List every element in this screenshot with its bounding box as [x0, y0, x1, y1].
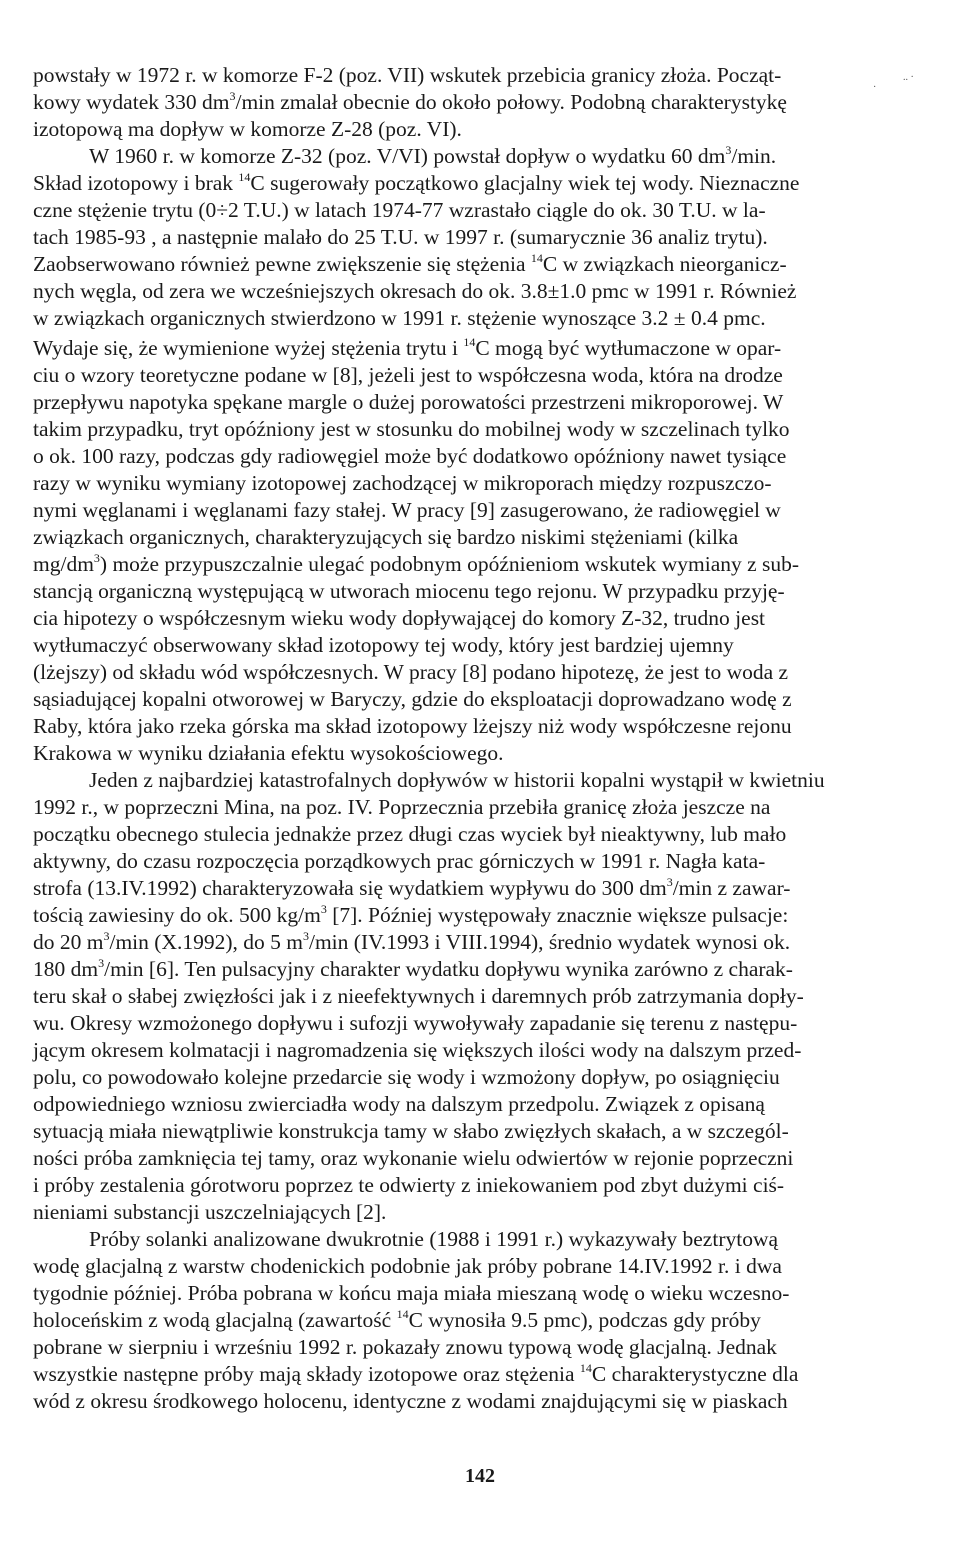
- text-line: jącym okresem kolmatacji i nagromadzenia się większych ilości wody na dalszym przed-: [33, 1038, 802, 1062]
- text-line: (lżejszy) od składu wód współczesnych. W pracy [8] podano hipotezę, że jest to woda z: [33, 660, 789, 684]
- text-line: sytuacją miała niewątpliwie konstrukcja tamy w słabo zwięzłych skałach, a w szczegól-: [33, 1119, 789, 1143]
- text-line: powstały w 1972 r. w komorze F-2 (poz. VII) wskutek przebicia granicy złoża. Począt-: [33, 63, 782, 87]
- text-line: 1992 r., w poprzeczni Mina, na poz. IV. Poprzecznia przebiła granicę złoża jeszcze na: [33, 795, 771, 819]
- text-line: takim przypadku, tryt opóźniony jest w stosunku do mobilnej wody w szczelinach tylko: [33, 417, 790, 441]
- text-line: o ok. 100 razy, podczas gdy radiowęgiel może być dodatkowo opóźniony nawet tysiące: [33, 444, 787, 468]
- text-line: tach 1985-93 , a następnie malało do 25 T.U. w 1997 r. (sumarycznie 36 analiz trytu).: [33, 225, 768, 249]
- text-line: do 20 $m^3/\min$ (X.1992), do 5 $m^3/\min$ (IV.1993 i VIII.1994), średnio wydatek wynosi ok.: [33, 929, 791, 954]
- text-line: izotopową ma dopływ w komorze Z-28 (poz. VI).: [33, 117, 462, 141]
- text-line: sąsiadującej kopalni otworowej w Baryczy, gdzie do eksploatacji doprowadzano wodę z: [33, 687, 792, 711]
- text-line: ciu o wzory teoretyczne podane w [8], jeżeli jest to współczesna woda, która na drodze: [33, 363, 783, 387]
- text-line: nych węgla, od zera we wcześniejszych okresach do ok. 3.8±1.0 pmc w 1991 r. Również: [33, 279, 797, 303]
- text-line: nymi węglanami i węglanami fazy stałej. W pracy [9] zasugerowano, że radiowęgiel w: [33, 498, 781, 522]
- text-line: wodę glacjalną z warstw chodenickich podobnie jak próby pobrane 14.IV.1992 r. i dwa: [33, 1254, 782, 1278]
- text-line: Krakowa w wyniku działania efektu wysokościowego.: [33, 741, 504, 765]
- text-line: nieniami substancji uszczelniających [2].: [33, 1200, 387, 1224]
- text-line: Raby, która jako rzeka górska ma skład izotopowy lżejszy niż wody współczesne rejonu: [33, 714, 792, 738]
- text-line: Wydaje się, że wymienione wyżej stężenia trytu i $^{14}$C mogą być wytłumaczone w opar-: [33, 335, 782, 360]
- text-line: wytłumaczyć obserwowany skład izotopowy tej wody, który jest bardziej ujemny: [33, 633, 734, 657]
- text-line: tością zawiesiny do ok. 500 $kg/m^3$ [7]. Później występowały znacznie większe pulsacje:: [33, 902, 789, 927]
- text-line: $mg/dm^3$) może przypuszczalnie ulegać podobnym opóźnieniom wskutek wymiany z sub-: [33, 551, 800, 576]
- text-line: Skład izotopowy i brak $^{14}$C sugerowały początkowo glacjalny wiek tej wody. Nieznaczne: [33, 170, 800, 195]
- text-line: cia hipotezy o współczesnym wieku wody dopływającej do komory Z-32, trudno jest: [33, 606, 766, 630]
- text-line: stancją organiczną występującą w utworach miocenu tego rejonu. W przypadku przyję-: [33, 579, 785, 603]
- text-line: strofa (13.IV.1992) charakteryzowała się wydatkiem wypływu do 300 $dm^3/\min$ z zawar-: [33, 875, 791, 900]
- text-line: 180 $dm^3/\min$ [6]. Ten pulsacyjny charakter wydatku dopływu wynika zarówno z charak-: [33, 956, 793, 981]
- text-line: W 1960 r. w komorze Z-32 (poz. V/VI) powstał dopływ o wydatku 60 $dm^3/\min$.: [89, 143, 777, 168]
- text-line: związkach organicznych, charakteryzujących się bardzo niskimi stężeniami (kilka: [33, 525, 739, 549]
- text-line: pobrane w sierpniu i wrześniu 1992 r. pokazały znowu typową wodę glacjalną. Jednak: [33, 1335, 777, 1359]
- text-line: Próby solanki analizowane dwukrotnie (1988 i 1991 r.) wykazywały beztrytową: [89, 1227, 779, 1251]
- text-line: odpowiedniego wzniosu zwierciadła wody na dalszym przedpolu. Związek z opisaną: [33, 1092, 765, 1116]
- text-line: przepływu napotyka spękane margle o dużej porowatości przestrzeni mikroporowej. W: [33, 390, 784, 414]
- text-line: kowy wydatek 330 $dm^3/\min$ zmalał obecnie do około połowy. Podobną charakterystykę: [33, 89, 787, 114]
- text-line: aktywny, do czasu rozpoczęcia porządkowych prac górniczych w 1991 r. Nagła kata-: [33, 849, 766, 873]
- text-line: polu, co powodowało kolejne przedarcie się wody i wzmożony dopływ, po osiągnięciu: [33, 1065, 780, 1089]
- text-line: razy w wyniku wymiany izotopowej zachodzącej w mikroporach między rozpuszczo-: [33, 471, 772, 495]
- text-line: wód z okresu środkowego holocenu, identyczne z wodami znajdującymi się w piaskach: [33, 1389, 788, 1413]
- text-line: w związkach organicznych stwierdzono w 1991 r. stężenie wynoszące 3.2 ± 0.4 pmc.: [33, 306, 766, 330]
- text-line: początku obecnego stulecia jednakże przez długi czas wyciek był nieaktywny, lub mało: [33, 822, 787, 846]
- scan-speck: ·: [873, 82, 877, 93]
- text-line: tygodnie później. Próba pobrana w końcu maja miała mieszaną wodę o wieku wczesno-: [33, 1281, 790, 1305]
- text-line: Jeden z najbardziej katastrofalnych dopływów w historii kopalni wystąpił w kwietniu: [89, 768, 825, 792]
- text-line: teru skał o słabej zwięzłości jak i z nieefektywnych i daremnych prób zatrzymania dopły-: [33, 984, 804, 1008]
- text-line: wszystkie następne próby mają składy izotopowe oraz stężenia $^{14}$C charakterystyczne dla: [33, 1361, 799, 1386]
- text-line: wu. Okresy wzmożonego dopływu i sufozji wywoływały zapadanie się terenu z następu-: [33, 1011, 798, 1035]
- scan-speck: .. ·: [903, 72, 914, 83]
- text-line: holoceńskim z wodą glacjalną (zawartość $^{14}$C wynosiła 9.5 pmc), podczas gdy próby: [33, 1307, 761, 1332]
- text-line: Zaobserwowano również pewne zwiększenie się stężenia $^{14}$C w związkach nieorganicz-: [33, 251, 787, 276]
- text-line: ności próba zamknięcia tej tamy, oraz wykonanie wielu odwiertów w rejonie poprzeczni: [33, 1146, 794, 1170]
- page-number: 142: [465, 1465, 495, 1487]
- text-line: czne stężenie trytu (0÷2 T.U.) w latach 1974-77 wzrastało ciągle do ok. 30 T.U. w la-: [33, 198, 766, 222]
- text-line: i próby zestalenia górotworu poprzez te odwierty z iniekowaniem pod zbyt dużymi ciś-: [33, 1173, 785, 1197]
